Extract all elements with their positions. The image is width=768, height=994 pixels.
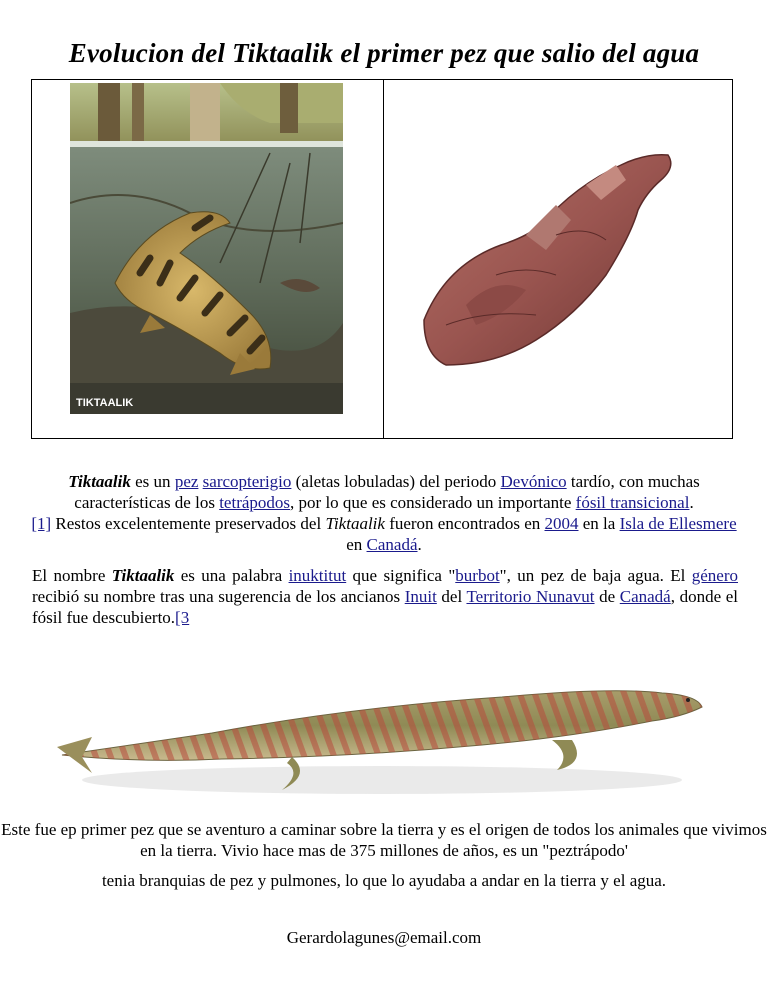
link-inuktitut[interactable]: inuktitut bbox=[288, 566, 347, 585]
document-title: Evolucion del Tiktaalik el primer pez que salio del agua bbox=[68, 38, 700, 68]
link-burbot[interactable]: burbot bbox=[455, 566, 500, 585]
tiktaalik-italic: Tiktaalik bbox=[325, 514, 385, 533]
paragraph-description bbox=[30, 471, 738, 555]
text: ", un pez de baja agua. El bbox=[499, 566, 692, 585]
link-ref-1[interactable]: [1] bbox=[31, 514, 52, 533]
text: , donde el fósil fue descubierto. bbox=[32, 587, 738, 627]
text: El nombre bbox=[32, 566, 112, 585]
link-inuit[interactable]: Inuit bbox=[404, 587, 437, 606]
text: . bbox=[689, 493, 694, 512]
link-pez[interactable]: pez bbox=[174, 472, 199, 491]
link-tetrapodos[interactable]: tetrápodos bbox=[219, 493, 291, 512]
link-canada[interactable]: Canadá bbox=[619, 587, 671, 606]
tiktaalik-render-image bbox=[52, 645, 722, 805]
tiktaalik-illustration bbox=[70, 83, 343, 414]
text: en bbox=[346, 535, 367, 554]
text: Restos excelentemente preservados del bbox=[51, 514, 326, 533]
text: de bbox=[594, 587, 620, 606]
illustration-label: TIKTAALIK bbox=[76, 397, 134, 409]
text: tardío, con muchas características de los bbox=[74, 472, 700, 512]
paragraph-name-origin bbox=[32, 565, 738, 628]
text: . bbox=[417, 535, 422, 554]
text: (aletas lobuladas) del periodo bbox=[291, 472, 501, 491]
link-sarcopterigio[interactable]: sarcopterigio bbox=[202, 472, 292, 491]
image-cell-left bbox=[32, 80, 384, 438]
link-ref-3[interactable]: [3 bbox=[175, 608, 190, 627]
text: es un bbox=[130, 472, 175, 491]
link-devonico[interactable]: Devónico bbox=[500, 472, 567, 491]
text: fueron encontrados en bbox=[384, 514, 545, 533]
image-table bbox=[31, 79, 733, 439]
link-2004[interactable]: 2004 bbox=[544, 514, 579, 533]
author-email: Gerardolagunes@email.com bbox=[286, 928, 482, 947]
text: , por lo que es considerado un importante bbox=[290, 493, 576, 512]
tiktaalik-name: Tiktaalik bbox=[68, 472, 131, 491]
text: recibió su nombre tras una sugerencia de los ancianos bbox=[32, 587, 405, 606]
image-cell-right bbox=[384, 80, 732, 438]
link-fosil-transicional[interactable]: fósil transicional bbox=[575, 493, 690, 512]
caption-line-2: tenia branquias de pez y pulmones, lo que lo ayudaba a andar en la tierra y el agua. bbox=[101, 871, 667, 890]
link-territorio-nunavut[interactable]: Territorio Nunavut bbox=[466, 587, 595, 606]
link-canada[interactable]: Canadá bbox=[366, 535, 418, 554]
text: en la bbox=[578, 514, 620, 533]
caption-line-1: Este fue ep primer pez que se aventuro a caminar sobre la tierra y es el origen de todos los animales que vivimos en la tierra. Vivio hace mas de 375 millones de años, es un "peztrápodo' bbox=[1, 820, 767, 860]
text: que significa " bbox=[346, 566, 456, 585]
fossil-photo bbox=[406, 125, 711, 401]
link-genero[interactable]: género bbox=[691, 566, 738, 585]
link-isla-ellesmere[interactable]: Isla de Ellesmere bbox=[619, 514, 737, 533]
text: es una palabra bbox=[174, 566, 289, 585]
tiktaalik-name: Tiktaalik bbox=[111, 566, 175, 585]
text: del bbox=[436, 587, 467, 606]
